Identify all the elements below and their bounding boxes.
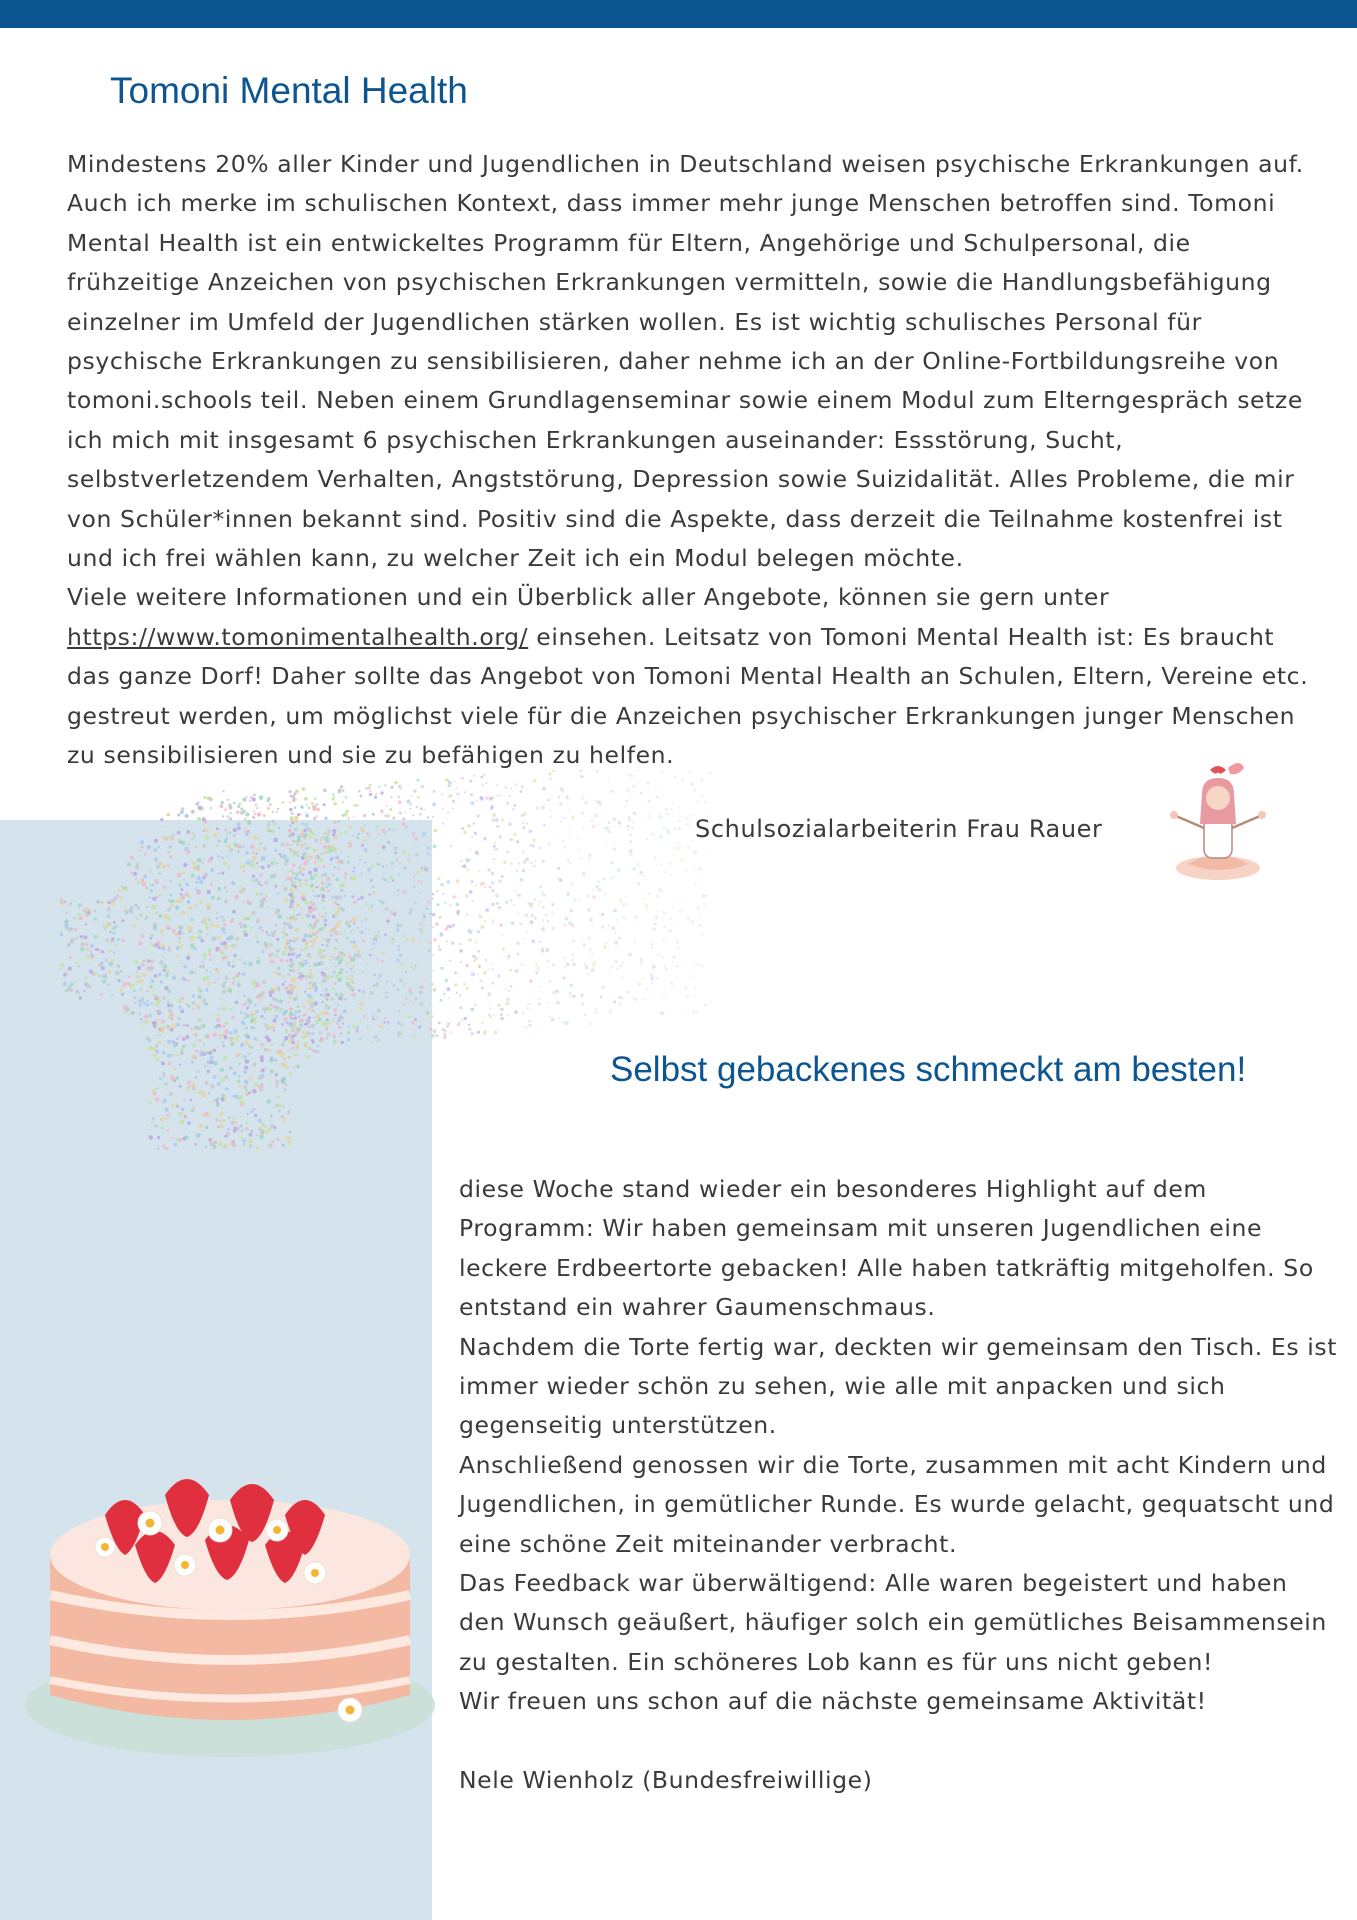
paragraph: Anschließend genossen wir die Torte, zusammen mit acht Kindern und Jugendlichen, in gemütlicher Runde. Es wurde gelacht, gequatscht und eine schöne Zeit miteinander verbracht. <box>459 1450 1335 1558</box>
strawberry-cake-illustration <box>15 1405 445 1765</box>
meditating-woman-illustration <box>1158 760 1278 885</box>
dotted-head-illustration <box>60 770 760 1150</box>
top-bar <box>0 0 1357 28</box>
paragraph: Nachdem die Torte fertig war, deckten wir gemeinsam den Tisch. Es ist immer wieder schön zu sehen, wie alle mit anpacken und sich gegenseitig unterstützen. <box>459 1332 1338 1440</box>
paragraph: Wir freuen uns schon auf die nächste gemeinsame Aktivität! <box>459 1687 1207 1716</box>
paragraph: Das Feedback war überwältigend: Alle waren begeistert und haben den Wunsch geäußert, häufiger solch ein gemütliches Beisammensein zu gestalten. Ein schöneres Lob kann es für uns nicht geben! <box>459 1569 1327 1676</box>
article-title-cake: Selbst gebackenes schmeckt am besten! <box>610 1050 1247 1089</box>
spacer <box>459 1722 1339 1761</box>
paragraph: Mindestens 20% aller Kinder und Jugendlichen in Deutschland weisen psychische Erkrankungen auf. Auch ich merke im schulischen Kontext, dass immer mehr junge Menschen betroffen sind. Tomoni Mental Health ist ein entwickeltes Programm für Eltern, Angehörige und Schulpersonal, die frühzeitige Anzeichen von psychischen Erkrankungen vermitteln, sowie die Handlungsbefähigung einzelner im Umfeld der Jugendlichen stärken wollen. Es ist wichtig schulisches Personal für psychische Erkrankungen zu sensibilisieren, daher nehme ich an der Online-Fortbildungsreihe von tomoni.schools teil. Neben einem Grundlagenseminar sowie einem Modul zum Elterngespräch setze ich mich mit insgesamt 6 psychischen Erkrankungen auseinander: Essstörung, Sucht, selbstverletzendem Verhalten, Angststörung, Depression sowie Suizidalität. Alles Probleme, die mir von Schüler*innen bekannt sind. Positiv sind die Aspekte, dass derzeit die Teilnahme kostenfrei ist und ich frei wählen kann, zu welcher Zeit ich ein Modul belegen möchte. <box>67 150 1304 573</box>
paragraph: diese Woche stand wieder ein besonderes Highlight auf dem Programm: Wir haben gemeinsam mit unseren Jugendlichen eine leckere Erdbeertorte gebacken! Alle haben tatkräftig mitgeholfen. So entstand ein wahrer Gaumenschmaus. <box>459 1175 1314 1322</box>
signature-rauer: Schulsozialarbeiterin Frau Rauer <box>695 815 1103 843</box>
article-body-cake <box>459 1170 1339 1800</box>
signature-wienholz: Nele Wienholz (Bundesfreiwillige) <box>459 1766 873 1795</box>
article-body-tomoni <box>67 145 1317 776</box>
website-link[interactable]: https://www.tomonimentalhealth.org/ <box>67 622 529 651</box>
paragraph <box>67 578 1317 775</box>
paragraph-text: einsehen. Leitsatz von Tomoni Mental Health ist: Es braucht das ganze Dorf! Daher sollte das Angebot von Tomoni Mental Health an Schulen, Eltern, Vereine etc. gestreut werden, um möglichst viele für die Anzeichen psychischer Erkrankungen junger Menschen zu sensibilisieren und sie zu befähigen zu helfen. <box>67 622 1309 770</box>
paragraph-text: Viele weitere Informationen und ein Überblick aller Angebote, können sie gern unter <box>67 583 1110 612</box>
article-title-tomoni: Tomoni Mental Health <box>110 70 468 111</box>
